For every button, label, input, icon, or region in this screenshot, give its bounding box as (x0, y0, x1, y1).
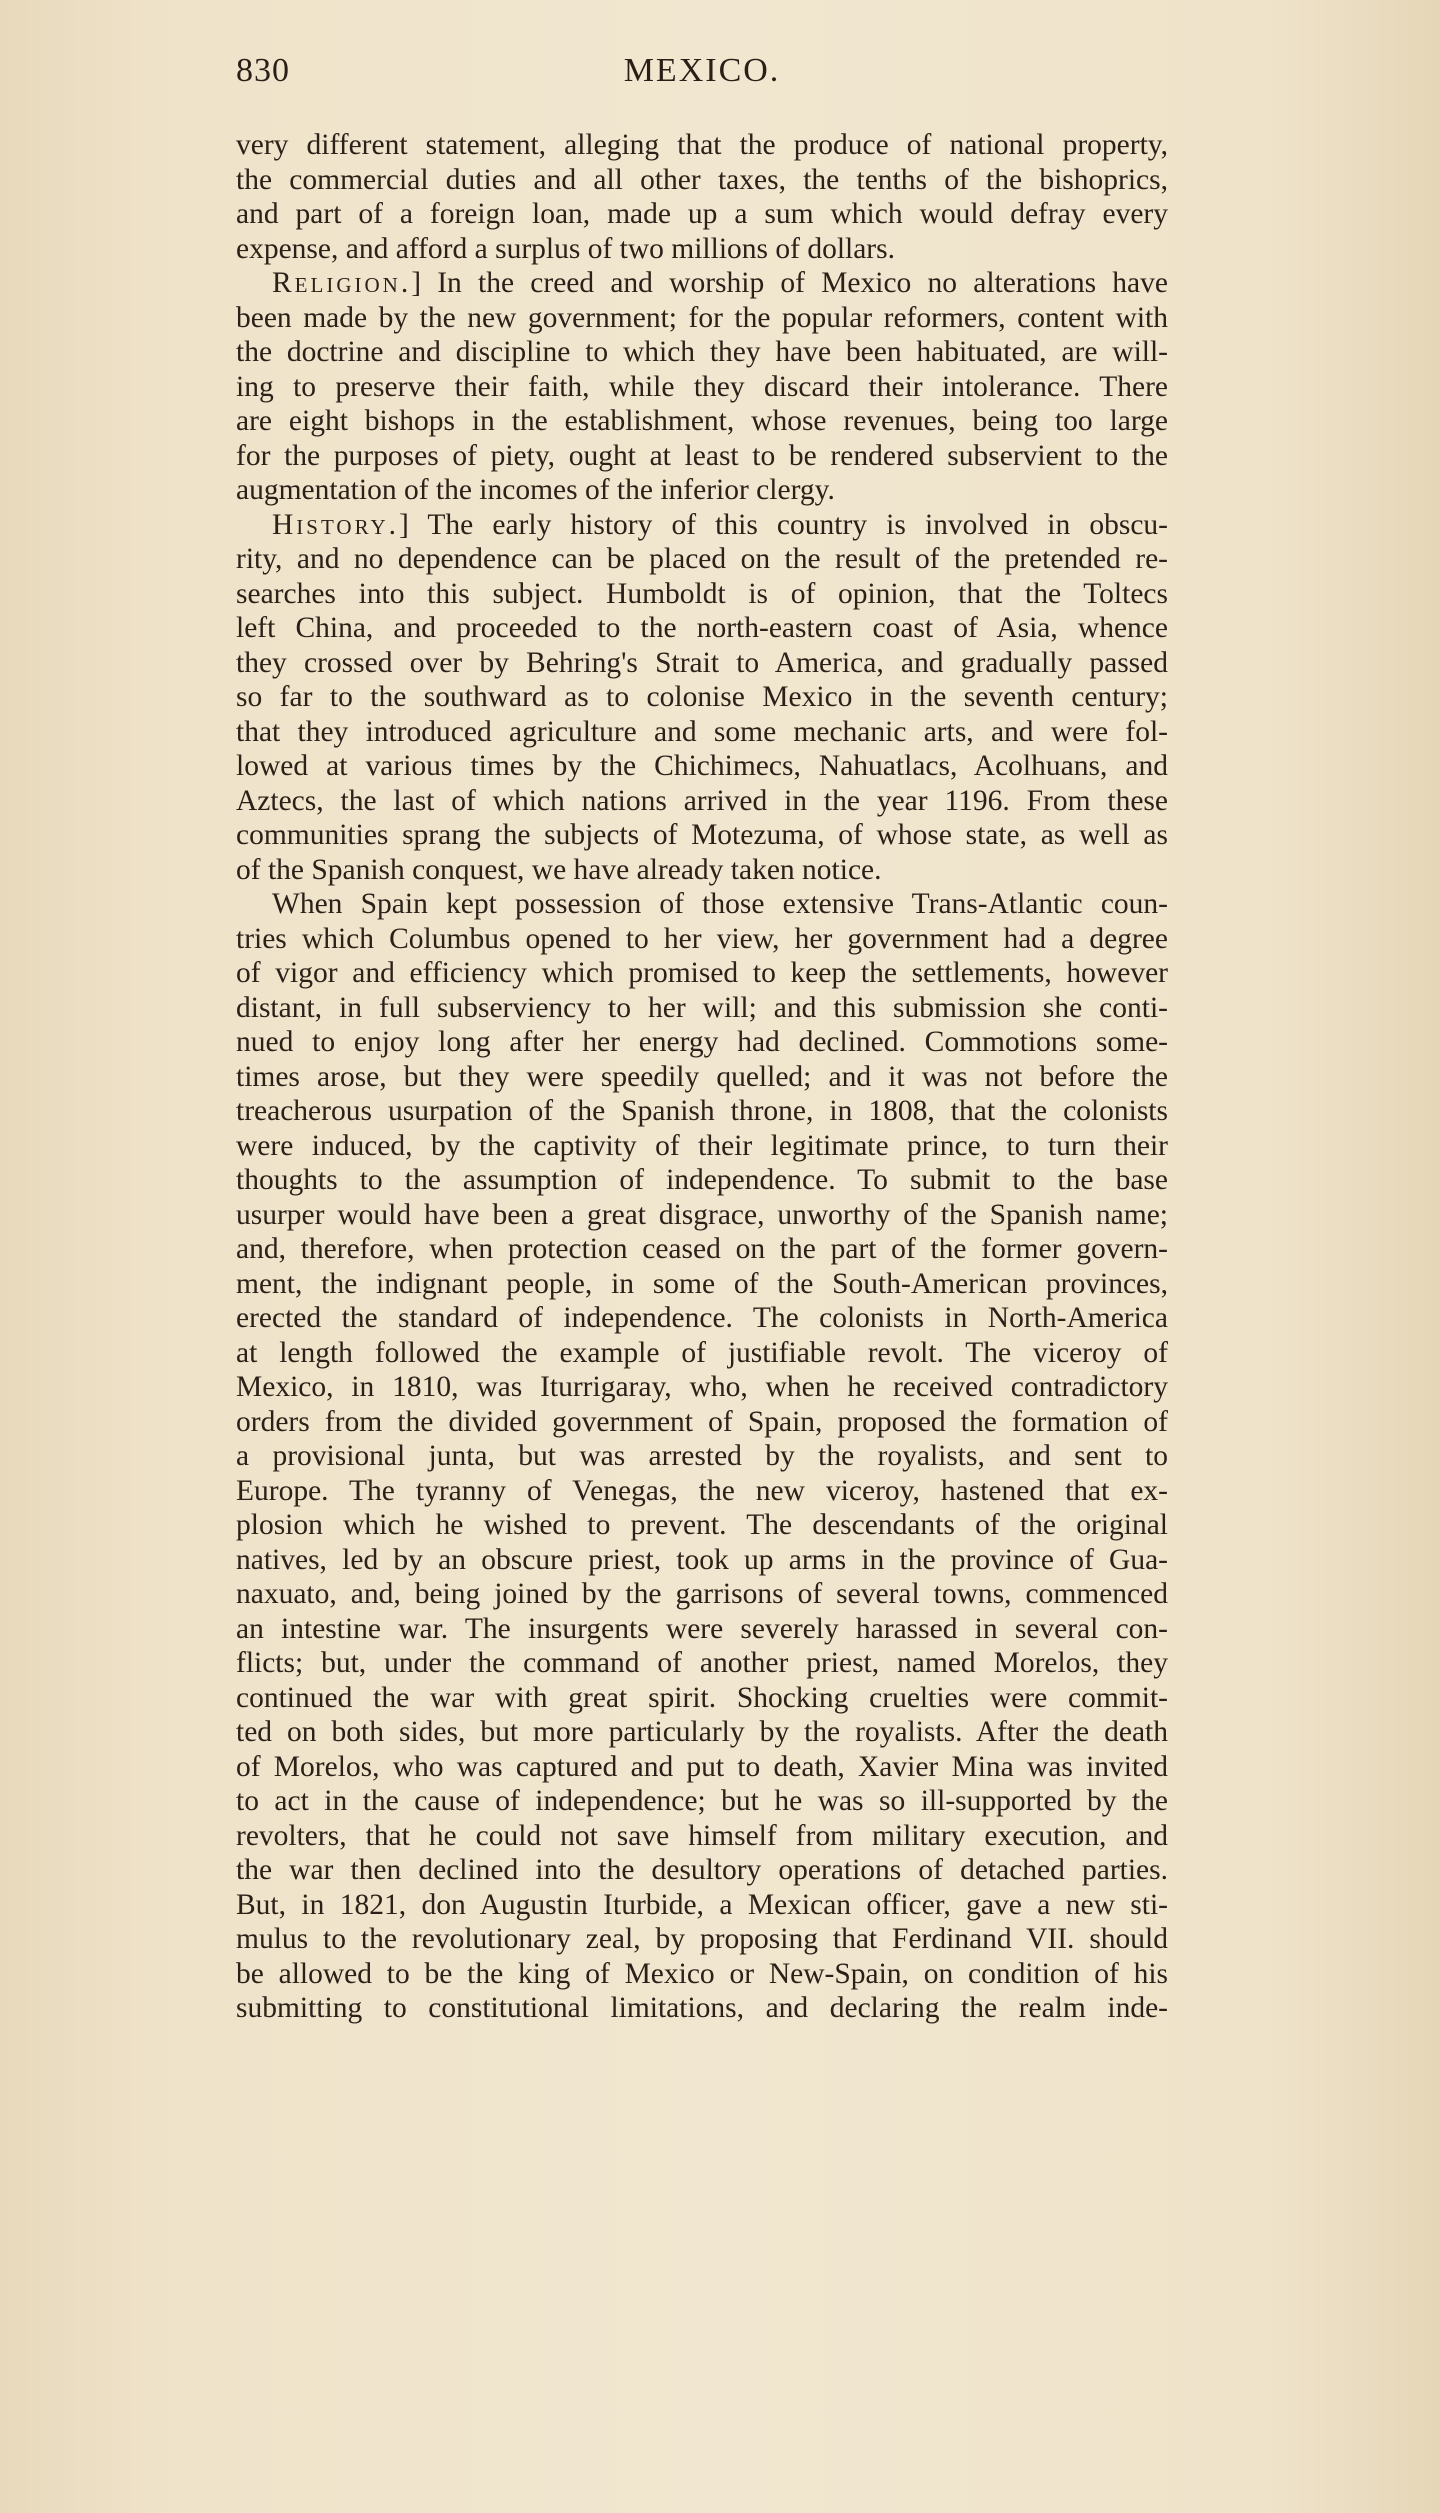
text-line: naxuato, and, being joined by the garrisons of several towns, commenced (236, 1578, 1168, 1610)
text-line: the doctrine and discipline to which they have been habituated, are will- (236, 336, 1168, 368)
running-head: MEXICO. (623, 52, 781, 89)
text-line: thoughts to the assumption of independence. To submit to the base (236, 1164, 1168, 1196)
text-line: natives, led by an obscure priest, took up arms in the province of Gua- (236, 1543, 1168, 1576)
text-line: expense, and afford a surplus of two millions of dollars. (236, 232, 895, 265)
text-line: ted on both sides, but more particularly by the royalists. After the death (236, 1716, 1168, 1748)
text-line: augmentation of the incomes of the inferior clergy. (236, 474, 835, 506)
text-line: for the purposes of piety, ought at least to be rendered subservient to the (236, 439, 1168, 472)
text-line: nued to enjoy long after her energy had declined. Commotions some- (236, 1026, 1168, 1058)
text-line: communities sprang the subjects of Motezuma, of whose state, as well as (236, 819, 1168, 851)
section-label: History. (272, 508, 399, 541)
text-line: plosion which he wished to prevent. The descendants of the original (236, 1509, 1168, 1541)
text-line: the commercial duties and all other taxes, the tenths of the bishoprics, (236, 163, 1168, 196)
text-line: were induced, by the captivity of their legitimate prince, to turn their (236, 1129, 1168, 1162)
text-line: treacherous usurpation of the Spanish throne, in 1808, that the colonists (236, 1095, 1168, 1127)
paragraph-start: When Spain kept possession of those extensive Trans-Atlantic coun- (272, 888, 1168, 920)
text-line: continued the war with great spirit. Shocking cruelties were commit- (236, 1681, 1168, 1714)
text-line: of Morelos, who was captured and put to death, Xavier Mina was invited (236, 1750, 1168, 1783)
text-line: been made by the new government; for the popular reformers, content with (236, 301, 1168, 334)
text-line: rity, and no dependence can be placed on the result of the pretended re- (236, 543, 1168, 575)
text-line: distant, in full subserviency to her will; and this submission she conti- (236, 991, 1168, 1024)
text-line: to act in the cause of independence; but he was so ill-supported by the (236, 1785, 1168, 1817)
section-heading-religion: Religion.] In the creed and worship of Mexico no alterations have (272, 267, 1168, 299)
text-line: searches into this subject. Humboldt is of opinion, that the Toltecs (236, 577, 1168, 610)
text-line: orders from the divided government of Spain, proposed the formation of (236, 1405, 1168, 1438)
text-line: so far to the southward as to colonise Mexico in the seventh century; (236, 681, 1168, 713)
text-line: are eight bishops in the establishment, whose revenues, being too large (236, 405, 1168, 437)
text-line: lowed at various times by the Chichimecs, Nahuatlacs, Acolhuans, and (236, 750, 1168, 782)
text-line: a provisional junta, but was arrested by the royalists, and sent to (236, 1440, 1168, 1472)
page-header (236, 52, 1168, 102)
text-line: Aztecs, the last of which nations arrived in the year 1196. From these (236, 784, 1168, 817)
text-line: But, in 1821, don Augustin Iturbide, a Mexican officer, gave a new sti- (236, 1888, 1168, 1921)
page-number: 830 (236, 52, 290, 89)
text-line: and part of a foreign loan, made up a sum which would defray every (236, 198, 1168, 230)
text-line: erected the standard of independence. The colonists in North-America (236, 1302, 1168, 1334)
text-line: of vigor and efficiency which promised to keep the settlements, however (236, 957, 1168, 989)
text-line: revolters, that he could not save himself from military execution, and (236, 1819, 1168, 1852)
text-line: submitting to constitutional limitations, and declaring the realm inde- (236, 1992, 1168, 2024)
text-line: they crossed over by Behring's Strait to America, and gradually passed (236, 646, 1168, 679)
text-line: an intestine war. The insurgents were severely harassed in several con- (236, 1612, 1168, 1645)
text-line: tries which Columbus opened to her view, her government had a degree (236, 922, 1168, 955)
section-label: Religion. (272, 267, 412, 299)
text-line: at length followed the example of justifiable revolt. The viceroy of (236, 1336, 1168, 1369)
text-line: times arose, but they were speedily quelled; and it was not before the (236, 1060, 1168, 1093)
text-line: flicts; but, under the command of another priest, named Morelos, they (236, 1647, 1168, 1679)
text-line: usurper would have been a great disgrace, unworthy of the Spanish name; (236, 1198, 1168, 1231)
text-line: be allowed to be the king of Mexico or New-Spain, on condition of his (236, 1957, 1168, 1990)
text-line: mulus to the revolutionary zeal, by proposing that Ferdinand VII. should (236, 1923, 1168, 1955)
text-line: left China, and proceeded to the north-eastern coast of Asia, whence (236, 612, 1168, 644)
text-line: the war then declined into the desultory operations of detached parties. (236, 1854, 1168, 1886)
body-text (236, 128, 1168, 2026)
text-line: ment, the indignant people, in some of the South-American provinces, (236, 1267, 1168, 1300)
text-line: ing to preserve their faith, while they discard their intolerance. There (236, 370, 1168, 403)
text-line: Europe. The tyranny of Venegas, the new viceroy, hastened that ex- (236, 1474, 1168, 1507)
text-line: that they introduced agriculture and some mechanic arts, and were fol- (236, 715, 1168, 748)
section-heading-history: History.] The early history of this country is involved in obscu- (272, 508, 1168, 541)
text-line: and, therefore, when protection ceased on the part of the former govern- (236, 1233, 1168, 1265)
text-line: of the Spanish conquest, we have already taken notice. (236, 853, 882, 886)
text-line: Mexico, in 1810, was Iturrigaray, who, when he received contradictory (236, 1371, 1168, 1403)
text-line: very different statement, alleging that the produce of national property, (236, 129, 1168, 161)
